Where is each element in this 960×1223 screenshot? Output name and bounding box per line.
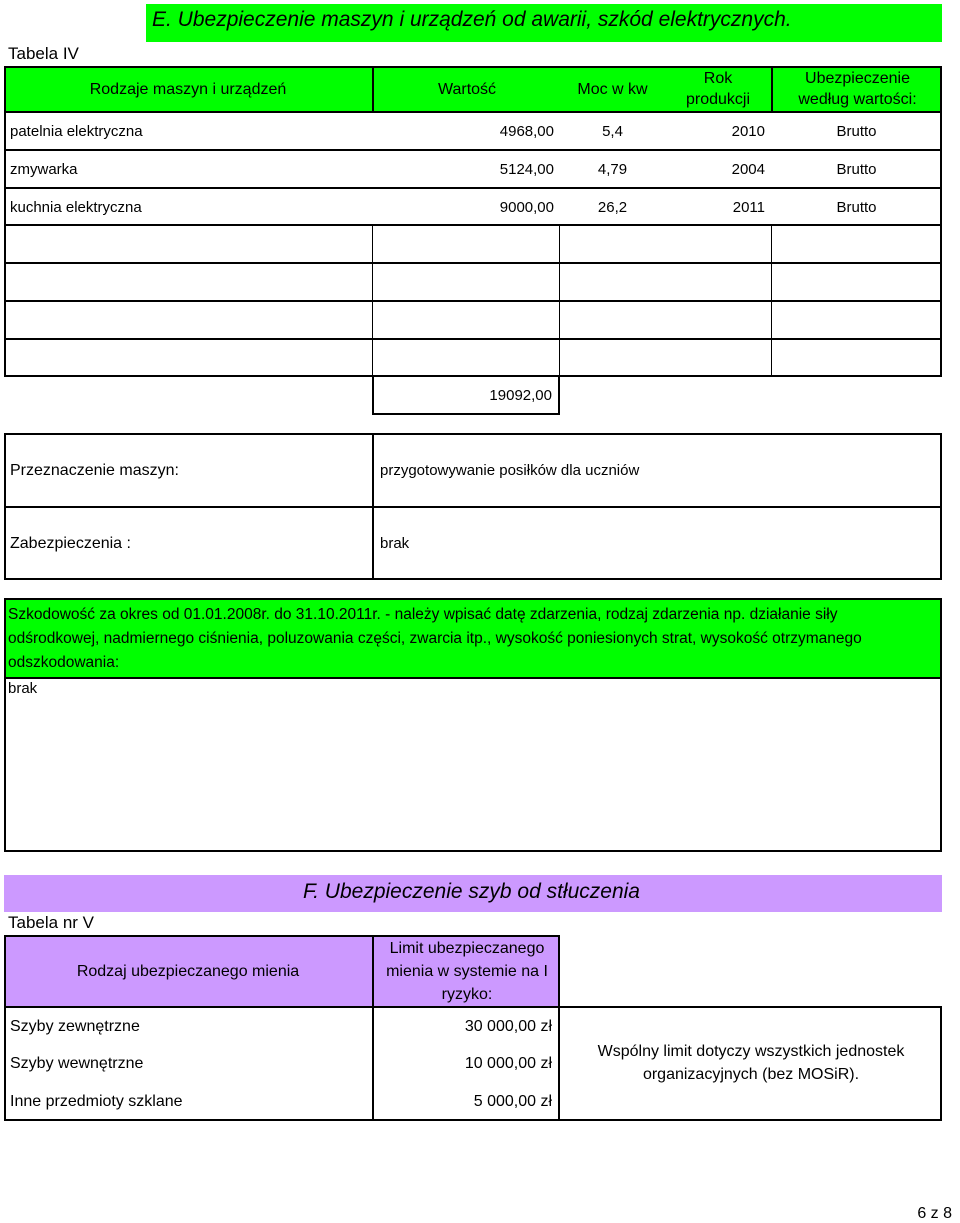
- row-power: 26,2: [597, 199, 628, 216]
- table-row: kuchnia elektryczna: [10, 199, 142, 216]
- damage-history-body: [4, 677, 942, 852]
- table-iv-label: Tabela IV: [8, 44, 79, 63]
- header-property-type: Rodzaj ubezpieczanego mienia: [76, 962, 300, 980]
- purpose-value: przygotowywanie posiłków dla uczniów: [380, 462, 640, 479]
- row-value: 4968,00: [499, 123, 554, 140]
- row-insurance: Brutto: [836, 123, 877, 140]
- purpose-label: Przeznaczenie maszyn:: [10, 461, 179, 479]
- header-limit: Limit ubezpieczanego mienia w systemie na I ryzyko:: [386, 940, 548, 1003]
- section-f-title: F. Ubezpieczenie szyb od stłuczenia: [303, 880, 640, 903]
- row-limit: 5 000,00 zł: [473, 1092, 552, 1110]
- shared-limit-note: Wspólny limit dotyczy wszystkich jednostek organizacyjnych (bez MOSiR).: [597, 1043, 905, 1083]
- table-row: zmywarka: [10, 161, 78, 178]
- section-e-title: E. Ubezpieczenie maszyn i urządzeń od awarii, szkód elektrycznych.: [152, 8, 792, 31]
- row-power: 4,79: [597, 161, 628, 178]
- damage-history-value: brak: [8, 680, 38, 697]
- row-limit: 10 000,00 zł: [464, 1054, 552, 1072]
- row-power: 5,4: [602, 123, 623, 140]
- table-v-label: Tabela nr V: [8, 913, 94, 932]
- security-value: brak: [380, 535, 410, 552]
- damage-history-text: Szkodowość za okres od 01.01.2008r. do 31.10.2011r. - należy wpisać datę zdarzenia, rodzaj zdarzenia np. działanie siły odśrodkowej, nadmiernego ciśnienia, poluzowania części, zwarcia itp., wysokość poniesionych strat, wysokość otrzymanego odszkodowania:: [8, 606, 862, 671]
- table-row: Szyby wewnętrzne: [10, 1054, 144, 1072]
- row-value: 9000,00: [499, 199, 554, 216]
- row-year: 2010: [731, 123, 765, 140]
- header-value: Wartość: [437, 80, 497, 98]
- header-power: Moc w kw: [577, 80, 648, 98]
- header-year: Rok produkcji: [685, 70, 751, 108]
- table-row: Inne przedmioty szklane: [10, 1092, 183, 1110]
- page-number: 6 z 8: [917, 1205, 952, 1222]
- header-insurance: Ubezpieczenie według wartości:: [798, 70, 917, 108]
- row-value: 5124,00: [499, 161, 554, 178]
- header-type: Rodzaje maszyn i urządzeń: [89, 80, 287, 98]
- total-value: 19092,00: [372, 375, 560, 415]
- row-year: 2004: [731, 161, 765, 178]
- security-label: Zabezpieczenia :: [10, 534, 131, 552]
- row-insurance: Brutto: [836, 199, 877, 216]
- table-row: Szyby zewnętrzne: [10, 1017, 140, 1035]
- row-year: 2011: [732, 199, 765, 216]
- row-limit: 30 000,00 zł: [464, 1017, 552, 1035]
- table-row: patelnia elektryczna: [10, 123, 143, 140]
- row-insurance: Brutto: [836, 161, 877, 178]
